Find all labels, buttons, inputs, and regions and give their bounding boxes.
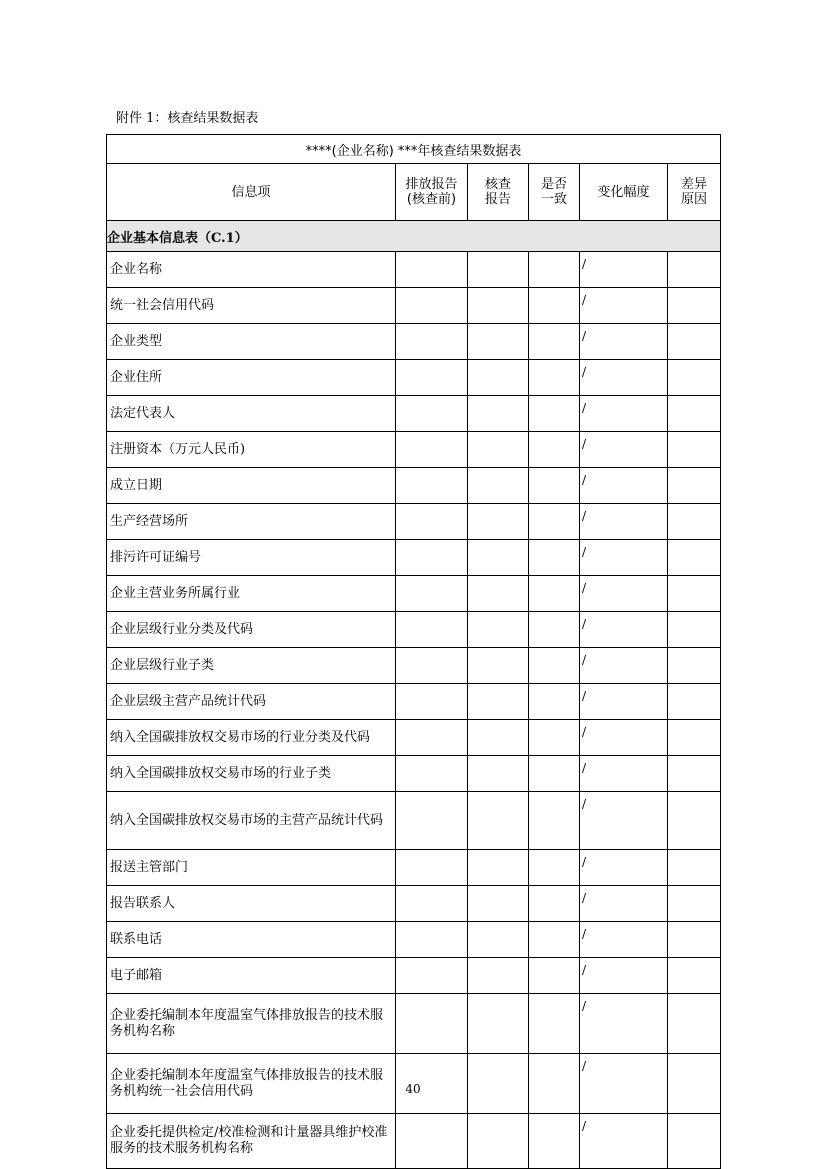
change-range-cell: / <box>580 252 668 288</box>
table-header-row <box>107 164 721 221</box>
header-verification-report: 核查 报告 <box>468 164 529 221</box>
difference-reason-cell <box>668 994 721 1054</box>
report-value-cell <box>396 468 468 504</box>
report-value-cell <box>396 958 468 994</box>
report-value-cell <box>396 684 468 720</box>
verification-value-cell <box>468 612 529 648</box>
attachment-label: 附件 1：核查结果数据表 <box>116 111 259 126</box>
table-row <box>107 324 721 360</box>
row-label: 统一社会信用代码 <box>107 288 396 324</box>
table-row <box>107 360 721 396</box>
row-label: 企业名称 <box>107 252 396 288</box>
report-value-cell <box>396 720 468 756</box>
change-range-cell: / <box>580 612 668 648</box>
difference-reason-cell <box>668 252 721 288</box>
consistent-cell <box>529 540 580 576</box>
consistent-cell <box>529 922 580 958</box>
difference-reason-cell <box>668 540 721 576</box>
consistent-cell <box>529 504 580 540</box>
table-row <box>107 468 721 504</box>
consistent-cell <box>529 886 580 922</box>
consistent-cell <box>529 684 580 720</box>
verification-value-cell <box>468 360 529 396</box>
difference-reason-cell <box>668 612 721 648</box>
difference-reason-cell <box>668 468 721 504</box>
consistent-cell <box>529 360 580 396</box>
report-value-cell <box>396 360 468 396</box>
table-row <box>107 684 721 720</box>
difference-reason-cell <box>668 1114 721 1169</box>
table-row <box>107 850 721 886</box>
difference-reason-cell <box>668 684 721 720</box>
section-title: 企业基本信息表（C.1） <box>107 221 721 252</box>
change-range-cell: / <box>580 504 668 540</box>
consistent-cell <box>529 958 580 994</box>
verification-value-cell <box>468 994 529 1054</box>
report-value-cell <box>396 252 468 288</box>
change-range-cell: / <box>580 792 668 850</box>
report-value-cell <box>396 396 468 432</box>
change-range-cell: / <box>580 1114 668 1169</box>
table-row <box>107 288 721 324</box>
consistent-cell <box>529 792 580 850</box>
change-range-cell: / <box>580 994 668 1054</box>
page-number: 40 <box>405 1082 421 1096</box>
verification-value-cell <box>468 958 529 994</box>
consistent-cell <box>529 576 580 612</box>
row-label: 成立日期 <box>107 468 396 504</box>
table-row <box>107 612 721 648</box>
change-range-cell: / <box>580 468 668 504</box>
row-label: 企业主营业务所属行业 <box>107 576 396 612</box>
report-value-cell <box>396 324 468 360</box>
table-row <box>107 540 721 576</box>
header-report-before-verification: 排放报告 (核查前) <box>396 164 468 221</box>
verification-value-cell <box>468 1114 529 1169</box>
consistent-cell <box>529 324 580 360</box>
row-label: 企业层级行业子类 <box>107 648 396 684</box>
row-label: 企业委托编制本年度温室气体排放报告的技术服务机构统一社会信用代码 <box>107 1054 396 1114</box>
change-range-cell: / <box>580 886 668 922</box>
row-label: 纳入全国碳排放权交易市场的主营产品统计代码 <box>107 792 396 850</box>
verification-value-cell <box>468 850 529 886</box>
consistent-cell <box>529 432 580 468</box>
consistent-cell <box>529 288 580 324</box>
difference-reason-cell <box>668 648 721 684</box>
consistent-cell <box>529 612 580 648</box>
table-title: ****(企业名称) ***年核查结果数据表 <box>107 135 721 164</box>
report-value-cell <box>396 288 468 324</box>
change-range-cell: / <box>580 684 668 720</box>
difference-reason-cell <box>668 360 721 396</box>
table-body <box>107 252 721 1169</box>
table-row <box>107 1114 721 1169</box>
verification-value-cell <box>468 288 529 324</box>
table-row <box>107 720 721 756</box>
verification-value-cell <box>468 648 529 684</box>
difference-reason-cell <box>668 504 721 540</box>
verification-value-cell <box>468 396 529 432</box>
consistent-cell <box>529 396 580 432</box>
difference-reason-cell <box>668 324 721 360</box>
header-change-range: 变化幅度 <box>580 164 668 221</box>
difference-reason-cell <box>668 850 721 886</box>
header-difference-reason: 差异 原因 <box>668 164 721 221</box>
header-consistent: 是否 一致 <box>529 164 580 221</box>
verification-value-cell <box>468 922 529 958</box>
difference-reason-cell <box>668 958 721 994</box>
verification-value-cell <box>468 432 529 468</box>
report-value-cell <box>396 648 468 684</box>
difference-reason-cell <box>668 576 721 612</box>
table-row <box>107 252 721 288</box>
report-value-cell <box>396 792 468 850</box>
change-range-cell: / <box>580 648 668 684</box>
difference-reason-cell <box>668 792 721 850</box>
change-range-cell: / <box>580 922 668 958</box>
row-label: 企业委托编制本年度温室气体排放报告的技术服务机构名称 <box>107 994 396 1054</box>
row-label: 注册资本（万元人民币) <box>107 432 396 468</box>
row-label: 企业层级行业分类及代码 <box>107 612 396 648</box>
consistent-cell <box>529 720 580 756</box>
table-row <box>107 756 721 792</box>
verification-value-cell <box>468 324 529 360</box>
table-row <box>107 648 721 684</box>
table-row <box>107 886 721 922</box>
row-label: 纳入全国碳排放权交易市场的行业子类 <box>107 756 396 792</box>
change-range-cell: / <box>580 958 668 994</box>
row-label: 排污许可证编号 <box>107 540 396 576</box>
change-range-cell: / <box>580 360 668 396</box>
change-range-cell: / <box>580 850 668 886</box>
consistent-cell <box>529 468 580 504</box>
header-item: 信息项 <box>107 164 396 221</box>
consistent-cell <box>529 252 580 288</box>
verification-value-cell <box>468 252 529 288</box>
report-value-cell <box>396 504 468 540</box>
difference-reason-cell <box>668 756 721 792</box>
table-row <box>107 432 721 468</box>
report-value-cell <box>396 612 468 648</box>
consistent-cell <box>529 648 580 684</box>
section-row <box>107 221 721 252</box>
row-label: 纳入全国碳排放权交易市场的行业分类及代码 <box>107 720 396 756</box>
report-value-cell <box>396 886 468 922</box>
table-row <box>107 576 721 612</box>
report-value-cell <box>396 850 468 886</box>
change-range-cell: / <box>580 576 668 612</box>
verification-value-cell <box>468 720 529 756</box>
change-range-cell: / <box>580 396 668 432</box>
report-value-cell <box>396 994 468 1054</box>
row-label: 企业类型 <box>107 324 396 360</box>
difference-reason-cell <box>668 396 721 432</box>
verification-value-cell <box>468 540 529 576</box>
report-value-cell <box>396 756 468 792</box>
report-value-cell <box>396 1114 468 1169</box>
change-range-cell: / <box>580 288 668 324</box>
verification-value-cell <box>468 576 529 612</box>
verification-value-cell <box>468 504 529 540</box>
row-label: 企业委托提供检定/校准检测和计量器具维护校准服务的技术服务机构名称 <box>107 1114 396 1169</box>
consistent-cell <box>529 756 580 792</box>
difference-reason-cell <box>668 922 721 958</box>
difference-reason-cell <box>668 886 721 922</box>
row-label: 生产经营场所 <box>107 504 396 540</box>
report-value-cell <box>396 922 468 958</box>
table-row <box>107 792 721 850</box>
change-range-cell: / <box>580 432 668 468</box>
verification-value-cell <box>468 756 529 792</box>
consistent-cell <box>529 850 580 886</box>
difference-reason-cell <box>668 720 721 756</box>
row-label: 企业层级主营产品统计代码 <box>107 684 396 720</box>
table-row <box>107 958 721 994</box>
table-row <box>107 922 721 958</box>
row-label: 报告联系人 <box>107 886 396 922</box>
consistent-cell <box>529 994 580 1054</box>
report-value-cell <box>396 540 468 576</box>
verification-value-cell <box>468 468 529 504</box>
change-range-cell: / <box>580 756 668 792</box>
verification-result-table <box>106 134 721 1169</box>
change-range-cell: / <box>580 720 668 756</box>
verification-value-cell <box>468 886 529 922</box>
change-range-cell: / <box>580 1054 668 1114</box>
verification-value-cell <box>468 684 529 720</box>
row-label: 报送主管部门 <box>107 850 396 886</box>
consistent-cell <box>529 1114 580 1169</box>
row-label: 联系电话 <box>107 922 396 958</box>
row-label: 企业住所 <box>107 360 396 396</box>
row-label: 电子邮箱 <box>107 958 396 994</box>
difference-reason-cell <box>668 288 721 324</box>
report-value-cell <box>396 432 468 468</box>
table-row <box>107 994 721 1054</box>
table-row <box>107 396 721 432</box>
change-range-cell: / <box>580 324 668 360</box>
row-label: 法定代表人 <box>107 396 396 432</box>
change-range-cell: / <box>580 540 668 576</box>
verification-value-cell <box>468 792 529 850</box>
difference-reason-cell <box>668 432 721 468</box>
report-value-cell <box>396 576 468 612</box>
table-row <box>107 504 721 540</box>
